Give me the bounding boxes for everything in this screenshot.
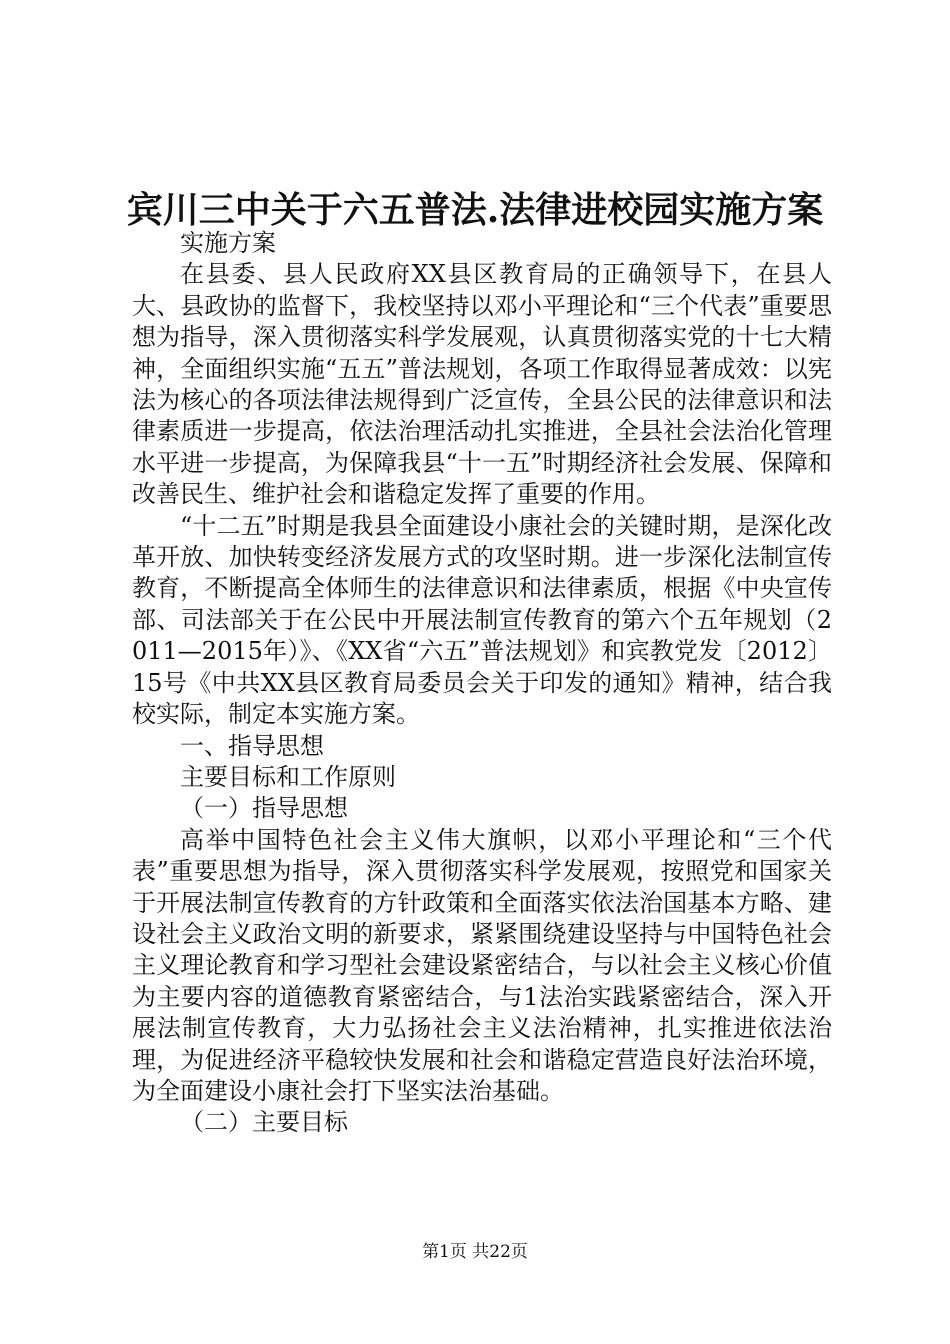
paragraph-background: 在县委、县人民政府XX县区教育局的正确领导下，在县人大、县政协的监督下，我校坚持以邓小平理论和“三个代表”重要思想为指导，深入贯彻落实科学发展观，认真贯彻落实党的十七大精神，全面组织实施“五五”普法规划，各项工作取得显著成效：以宪法为核心的各项法律法规得到广泛宣传，全县公民的法律意识和法律素质进一步提高，依法治理活动扎实推进，全县社会法治化管理水平进一步提高，为保障我县“十一五”时期经济社会发展、保障和改善民生、维护社会和谐稳定发挥了重要的作用。 — [132, 260, 832, 509]
page-footer — [0, 1240, 950, 1264]
section-heading-guiding-thought: 一、指导思想 — [180, 731, 324, 760]
subsection-heading-main-goals: （二）主要目标 — [180, 1108, 348, 1137]
section-heading-goals-principles: 主要目标和工作原则 — [180, 762, 396, 791]
paragraph-heading-plan: 实施方案 — [180, 229, 276, 257]
paragraph-twelfth-five-year: “十二五”时期是我县全面建设小康社会的关键时期，是深化改革开放、加快转变经济发展方式的攻坚时期。进一步深化法制宣传教育，不断提高全体师生的法律意识和法律素质，根据《中央宣传部、司法部关于在公民中开展法制宣传教育的第六个五年规划（2011—2015年）》、《XX省“六五”普法规划》和宾教党发〔2012〕15号《中共XX县区教育局委员会关于印发的通知》精神，结合我校实际，制定本实施方案。 — [132, 511, 832, 729]
page-number: 第1页 — [422, 1242, 467, 1262]
document-title: 宾川三中关于六五普法.法律进校园实施方案 — [126, 189, 824, 231]
document-body — [132, 228, 832, 1139]
subsection-heading-guiding-thought: （一）指导思想 — [180, 794, 348, 823]
page-total: 共22页 — [472, 1242, 528, 1262]
paragraph-guiding-thought: 高举中国特色社会主义伟大旗帜，以邓小平理论和“三个代表”重要思想为指导，深入贯彻落实科学发展观，按照党和国家关于开展法制宣传教育的方针政策和全面落实依法治国基本方略、建设社会主义政治文明的新要求，紧紧围绕建设坚持与中国特色社会主义理论教育和学习型社会建设紧密结合，与以社会主义核心价值为主要内容的道德教育紧密结合，与1法治实践紧密结合，深入开展法制宣传教育，大力弘扬社会主义法治精神，扎实推进依法治理，为促进经济平稳较快发展和社会和谐稳定营造良好法治环境，为全面建设小康社会打下坚实法治基础。 — [132, 825, 832, 1105]
